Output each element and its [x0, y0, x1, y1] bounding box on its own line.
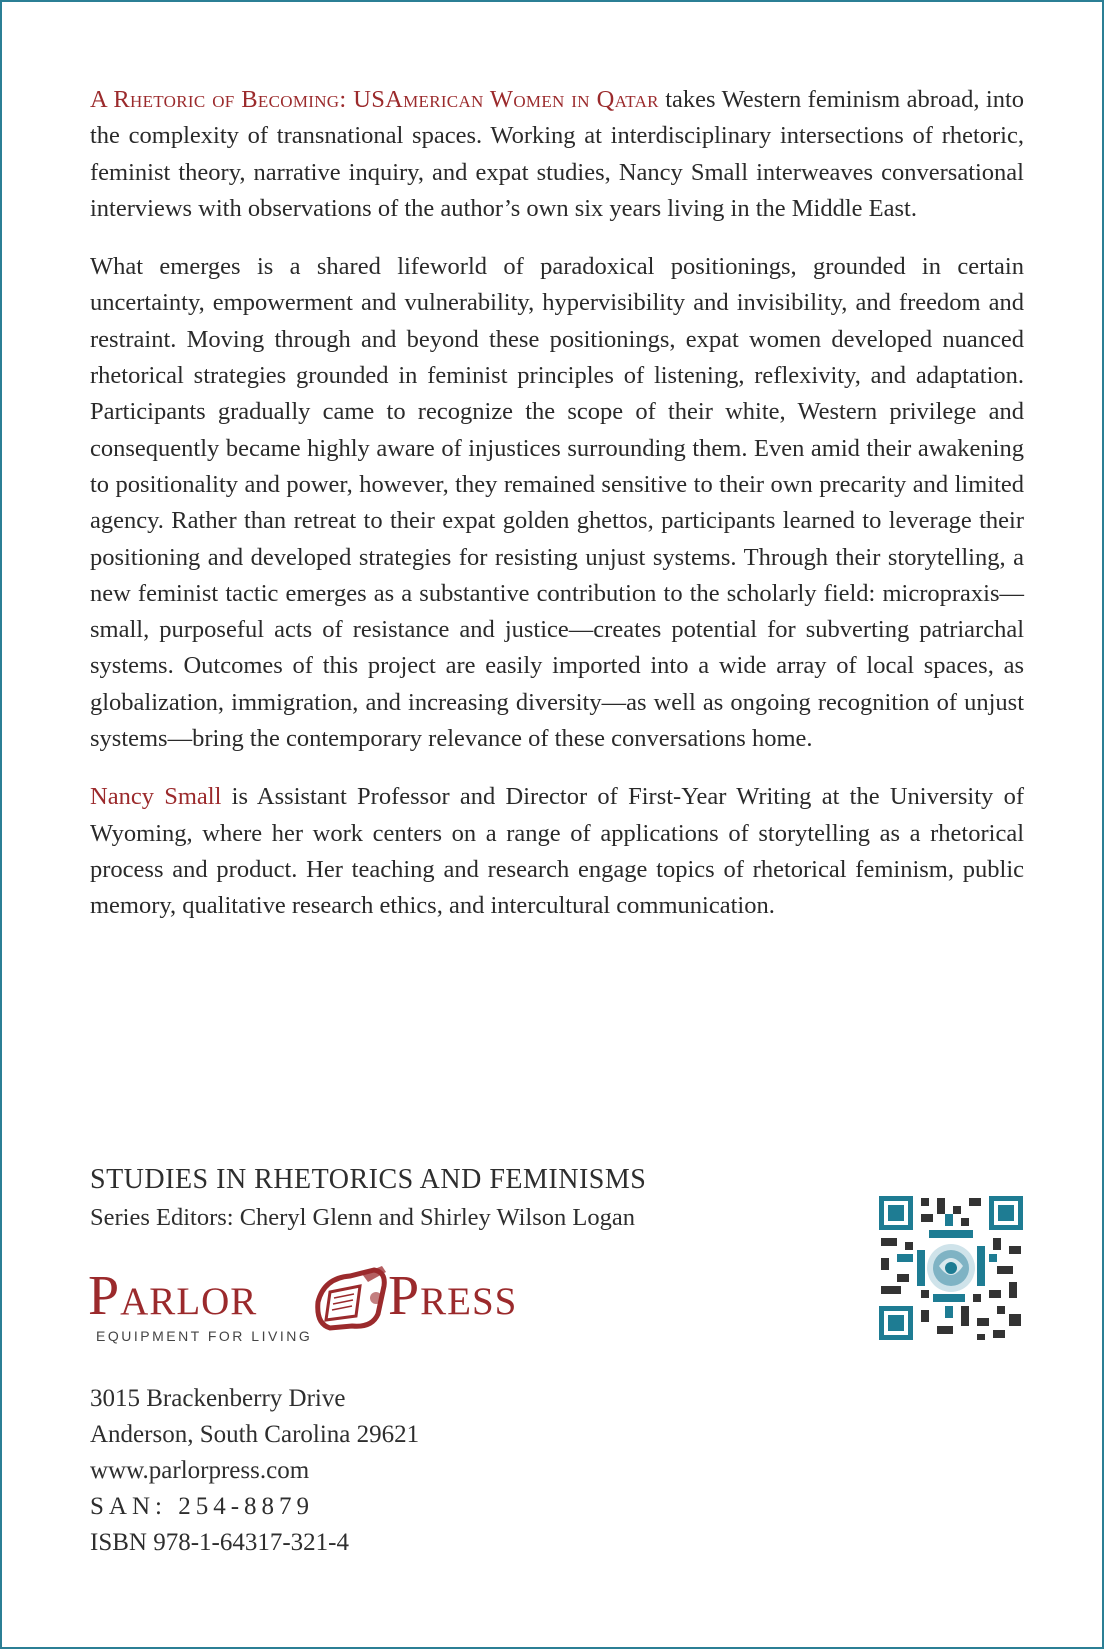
- publisher-san: SAN: 254-8879: [90, 1493, 315, 1520]
- qr-code-icon: [877, 1194, 1025, 1342]
- publisher-website: www.parlorpress.com: [90, 1457, 310, 1484]
- logo-word-left: Parlor: [88, 1265, 258, 1327]
- address-street: 3015 Brackenberry Drive: [90, 1385, 346, 1412]
- series-editors: Series Editors: Cheryl Glenn and Shirley Wilson Logan: [90, 1204, 635, 1231]
- series-name: STUDIES IN RHETORICS AND FEMINISMS: [90, 1164, 647, 1195]
- cover-copy: [90, 82, 1024, 947]
- publisher-address: [90, 1381, 419, 1561]
- author-bio-text: is Assistant Professor and Director of First-Year Writing at the University of Wyoming, where her work centers on a range of applications of storytelling as a rhetorical process and product. Her teaching and research engage topics of rhetorical feminism, public memory, qualitative research ethics, and intercultural communication.: [90, 783, 1024, 920]
- publisher-tagline: EQUIPMENT FOR LIVING: [96, 1328, 313, 1344]
- description-paragraph-1: [90, 82, 1024, 227]
- logo-word-right: Press: [388, 1265, 518, 1327]
- description-paragraph-1-text: takes Western feminism abroad, into the complexity of transnational spaces. Working at interdisciplinary intersections of rhetoric, feminist theory, narrative inquiry, and expat studies, Nancy Small interweaves conversational interviews with observations of the author’s own six years living in the Middle East.: [90, 86, 1024, 222]
- author-bio: [90, 779, 1024, 924]
- publisher-logo: [88, 1260, 538, 1355]
- book-title: A Rhetoric of Becoming: USAmerican Women in Qatar: [90, 86, 659, 113]
- author-name: Nancy Small: [90, 783, 222, 811]
- address-city: Anderson, South Carolina 29621: [90, 1421, 420, 1448]
- description-paragraph-2: What emerges is a shared lifeworld of paradoxical positionings, grounded in certain uncertainty, empowerment and vulnerability, hypervisibility and invisibility, and freedom and restraint. Moving through and beyond these positionings, expat women developed nuanced rhetorical strategies grounded in feminist principles of listening, reflexivity, and adaptation. Participants gradually came to recognize the scope of their white, Western privilege and consequently became highly aware of injustices surrounding them. Even amid their awakening to positionality and power, however, they remained sensitive to their own precarity and limited agency. Rather than retreat to their expat golden ghettos, participants learned to leverage their positioning and developed strategies for resisting unjust systems. Through their storytelling, a new feminist tactic emerges as a substantive contribution to the scholarly field: micropraxis—small, purposeful acts of resistance and justice—creates potential for subverting patriarchal systems. Outcomes of this project are easily imported into a wide array of local spaces, as globalization, immigration, and increasing diversity—as well as ongoing recognition of unjust systems—bring the contemporary relevance of these conversations home.: [90, 253, 1024, 753]
- book-emblem-icon: [312, 1262, 394, 1336]
- isbn: ISBN 978-1-64317-321-4: [90, 1529, 350, 1556]
